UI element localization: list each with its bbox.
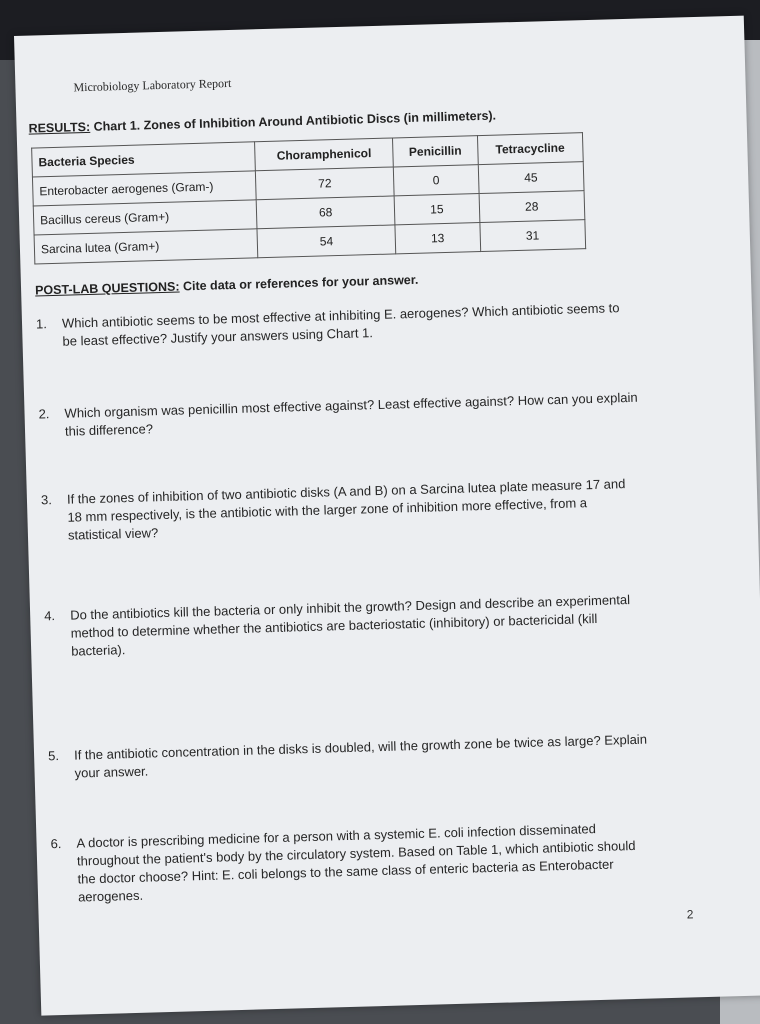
question-number: 1.	[35, 316, 48, 332]
question-2	[38, 389, 639, 442]
question-number: 2.	[38, 406, 50, 422]
value-cell: 31	[479, 220, 585, 252]
question-6	[50, 819, 652, 908]
value-cell: 54	[257, 225, 396, 258]
question-text: Do the antibiotics kill the bacteria or only inhibit the growth? Design and describe an experimental method to determine whether the antibiotics are bacteriostatic (inhibitory) or bactericidal (kill bacteria).	[69, 592, 631, 659]
col-header-species: Bacteria Species	[32, 142, 256, 177]
question-5	[48, 731, 649, 784]
value-cell: 13	[395, 223, 480, 254]
page-number: 2	[686, 907, 694, 922]
value-cell: 15	[394, 194, 479, 225]
col-header-tetracycline: Tetracycline	[477, 133, 583, 165]
question-number: 4.	[43, 608, 56, 624]
question-text: If the zones of inhibition of two antibiotic disks (A and B) on a Sarcina lutea plate measure 17 and 18 mm respectively, is the antibiotic with the larger zone of inhibition more effective, from a statistical view?	[66, 476, 626, 543]
col-header-penicillin: Penicillin	[393, 136, 478, 167]
question-4	[44, 591, 645, 662]
post-lab-heading	[35, 273, 419, 298]
post-lab-label: POST-LAB QUESTIONS:	[34, 279, 180, 298]
value-cell: 28	[479, 191, 585, 223]
question-number: 5.	[47, 748, 60, 764]
question-text: A doctor is prescribing medicine for a person with a systemic E. coli infection disseminated throughout the patient's body by the circulatory system. Based on Table 1, which antibiotic should the doctor choose? Hint: E. coli belongs to the same class of enteric bacteria as Enterobacter aerogenes.	[76, 821, 636, 905]
question-3	[41, 475, 642, 546]
col-header-chloramphenicol: Choramphenicol	[255, 138, 394, 171]
value-cell: 45	[478, 162, 584, 194]
chart-title: Chart 1. Zones of Inhibition Around Antibiotic Discs (in millimeters).	[93, 108, 497, 134]
question-text: If the antibiotic concentration in the disks is doubled, will the growth zone be twice as large? Explain your answer.	[73, 731, 648, 781]
results-heading	[28, 109, 496, 136]
species-cell: Bacillus cereus (Gram+)	[33, 200, 257, 235]
question-1	[36, 299, 637, 352]
question-text: Which organism was penicillin most effective against? Least effective against? How can you explain this difference?	[64, 389, 638, 439]
worksheet-page	[14, 16, 760, 1016]
post-lab-instruction: Cite data or references for your answer.	[182, 272, 419, 294]
question-number: 3.	[40, 492, 53, 508]
value-cell: 0	[394, 165, 479, 196]
value-cell: 68	[256, 196, 395, 229]
species-cell: Enterobacter aerogenes (Gram-)	[32, 171, 256, 206]
inhibition-zones-table	[31, 132, 586, 264]
species-cell: Sarcina lutea (Gram+)	[34, 229, 258, 264]
report-header: Microbiology Laboratory Report	[73, 75, 232, 95]
question-number: 6.	[50, 835, 62, 852]
question-text: Which antibiotic seems to be most effective at inhibiting E. aerogenes? Which antibiotic seems to be least effective? Justify your answers using Chart 1.	[61, 300, 620, 349]
results-label: RESULTS:	[28, 119, 91, 136]
value-cell: 72	[255, 167, 394, 200]
